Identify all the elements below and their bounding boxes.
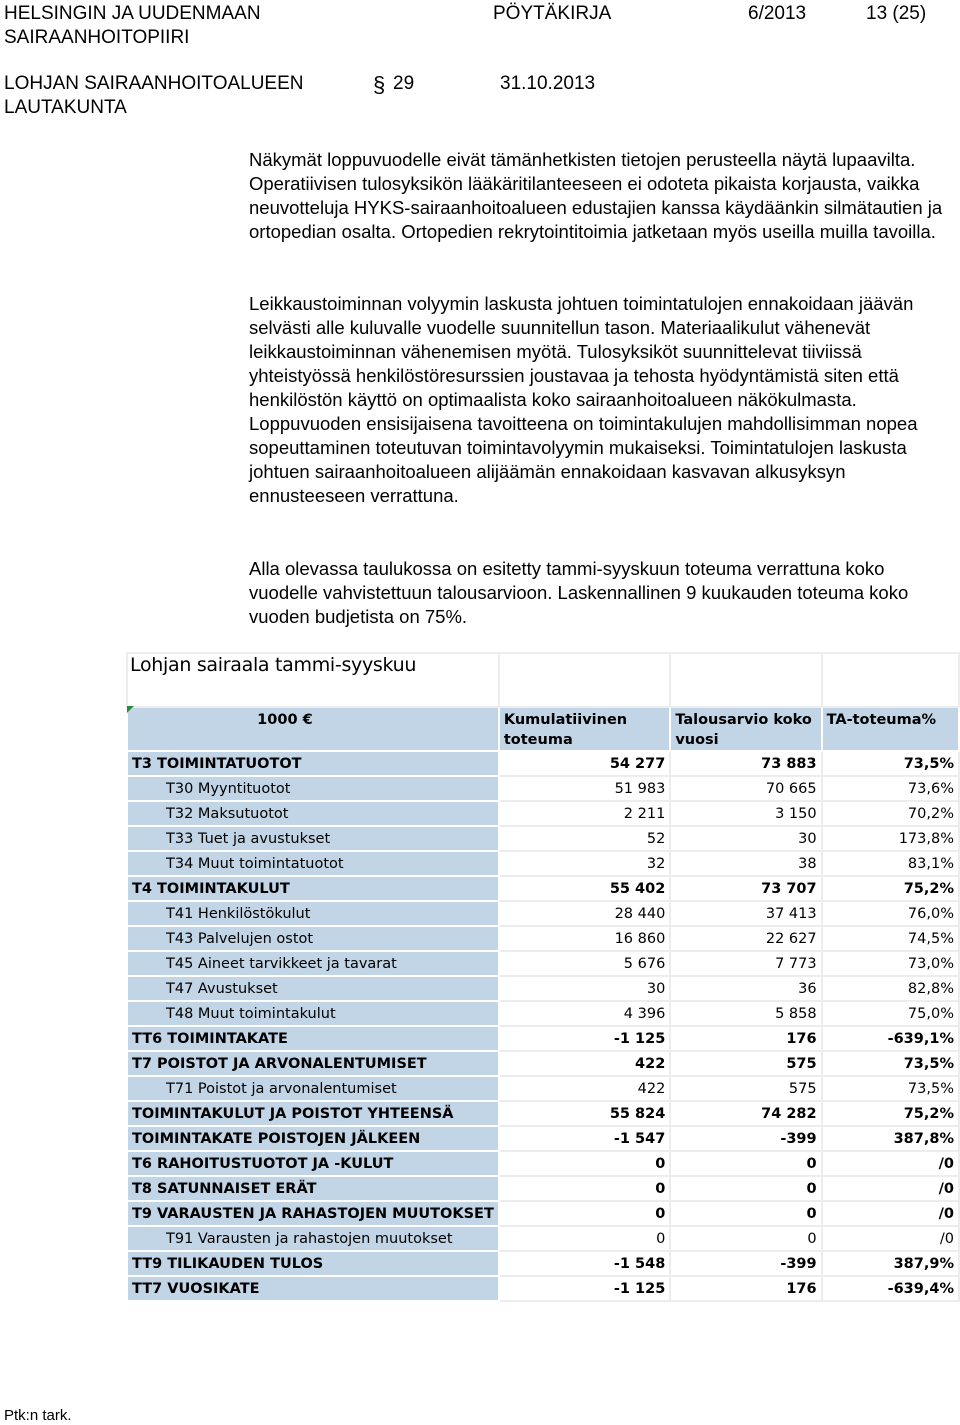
column-header-actual: Kumulatiivinen toteuma — [499, 707, 670, 751]
row-actual-value: 51 983 — [499, 776, 670, 801]
table-row — [127, 1176, 959, 1201]
meeting-date: 31.10.2013 — [500, 73, 596, 94]
paragraph-outlook: Näkymät loppuvuodelle eivät tämänhetkisten tietojen perusteella näytä lupaavilta. Operatiivisen tulosyksikön lääkäritilanteeseen ei odoteta pikaista korjausta, vaikka neuvotteluja HYKS-sairaanhoitoalueen edustajien kanssa käydäänkin silmätautien ja ortopedian osalta. Ortopedien rekrytointitoimia jatketaan myös useilla muilla tavoilla. — [249, 149, 943, 242]
row-label: T7 POISTOT JA ARVONALENTUMISET — [127, 1051, 499, 1076]
row-label: T3 TOIMINTATUOTOT — [127, 751, 499, 776]
table-row — [127, 901, 959, 926]
unit-header: 1000 € — [127, 707, 499, 751]
row-label: TT9 TILIKAUDEN TULOS — [127, 1251, 499, 1276]
table-row — [127, 1101, 959, 1126]
row-actual-value: 16 860 — [499, 926, 670, 951]
row-budget-value: 30 — [670, 826, 821, 851]
row-budget-value: 575 — [670, 1051, 821, 1076]
row-percent-value: /0 — [822, 1201, 959, 1226]
paragraph-surgery-volume: Leikkaustoiminnan volyymin laskusta johtuen toimintatulojen ennakoidaan jäävän selvästi alle kuluvalle vuodelle suunnitellun tason. Materiaalikulut vähenevät leikkaustoiminnan vähenemisen myötä. Tulosyksiköt suunnittelevat tiiviissä yhteistyössä henkilöstöresurssien joustavaa ja tehosta hyödyntämistä siten että henkilöstön käyttö on optimaalista koko sairaanhoitoalueen näkökulmasta. Loppuvuoden ensisijaisena tavoitteena on toimintakulujen mahdollisimman nopea sopeuttaminen toteutuvan toimintavolyymin mukaiseksi. Toimintatulojen laskusta johtuen sairaanhoitoalueen alijäämän ennakoidaan kasvavan alkusyksyn ennusteeseen verrattuna. — [249, 293, 918, 506]
row-percent-value: 73,5% — [822, 1051, 959, 1076]
section-number: 29 — [393, 73, 415, 94]
table-row — [127, 826, 959, 851]
row-label: TOIMINTAKATE POISTOJEN JÄLKEEN — [127, 1126, 499, 1151]
row-label: T43 Palvelujen ostot — [127, 926, 499, 951]
row-actual-value: 0 — [499, 1176, 670, 1201]
row-budget-value: 37 413 — [670, 901, 821, 926]
row-actual-value: 54 277 — [499, 751, 670, 776]
row-budget-value: 176 — [670, 1276, 821, 1301]
org-name-line1: HELSINGIN JA UUDENMAAN — [4, 3, 261, 24]
table-row — [127, 1051, 959, 1076]
row-label: T6 RAHOITUSTUOTOT JA -KULUT — [127, 1151, 499, 1176]
row-actual-value: -1 548 — [499, 1251, 670, 1276]
table-row — [127, 1151, 959, 1176]
row-actual-value: 422 — [499, 1076, 670, 1101]
column-header-budget: Talousarvio koko vuosi — [670, 707, 821, 751]
table-row — [127, 801, 959, 826]
row-percent-value: 73,5% — [822, 1076, 959, 1101]
row-percent-value: 75,2% — [822, 876, 959, 901]
row-actual-value: 28 440 — [499, 901, 670, 926]
row-actual-value: -1 125 — [499, 1276, 670, 1301]
row-budget-value: 38 — [670, 851, 821, 876]
row-budget-value: 5 858 — [670, 1001, 821, 1026]
row-actual-value: 30 — [499, 976, 670, 1001]
row-percent-value: 76,0% — [822, 901, 959, 926]
table-row — [127, 776, 959, 801]
footer-review-note: Ptk:n tark. — [4, 1407, 72, 1424]
table-row — [127, 926, 959, 951]
document-type: PÖYTÄKIRJA — [493, 3, 612, 24]
row-actual-value: 0 — [499, 1151, 670, 1176]
row-label: T30 Myyntituotot — [127, 776, 499, 801]
table-row — [127, 1026, 959, 1051]
table-row — [127, 851, 959, 876]
row-label: T91 Varausten ja rahastojen muutokset — [127, 1226, 499, 1251]
row-budget-value: 36 — [670, 976, 821, 1001]
row-actual-value: 0 — [499, 1226, 670, 1251]
row-percent-value: 73,6% — [822, 776, 959, 801]
document-number: 6/2013 — [748, 3, 807, 24]
row-actual-value: 422 — [499, 1051, 670, 1076]
row-percent-value: 83,1% — [822, 851, 959, 876]
row-percent-value: 387,9% — [822, 1251, 959, 1276]
row-budget-value: 575 — [670, 1076, 821, 1101]
row-percent-value: 75,2% — [822, 1101, 959, 1126]
row-percent-value: /0 — [822, 1226, 959, 1251]
row-label: T9 VARAUSTEN JA RAHASTOJEN MUUTOKSET — [127, 1201, 499, 1226]
row-actual-value: 5 676 — [499, 951, 670, 976]
row-actual-value: -1 547 — [499, 1126, 670, 1151]
row-budget-value: 74 282 — [670, 1101, 821, 1126]
table-row — [127, 1226, 959, 1251]
section-mark: § — [373, 72, 386, 97]
row-percent-value: 173,8% — [822, 826, 959, 851]
row-actual-value: 2 211 — [499, 801, 670, 826]
row-percent-value: -639,4% — [822, 1276, 959, 1301]
table-row — [127, 1251, 959, 1276]
row-actual-value: -1 125 — [499, 1026, 670, 1051]
board-name-line2: LAUTAKUNTA — [4, 97, 127, 118]
row-budget-value: 0 — [670, 1151, 821, 1176]
paragraph-table-intro: Alla olevassa taulukossa on esitetty tammi-syyskuun toteuma verrattuna koko vuodelle vahvistettuun talousarvioon. Laskennallinen 9 kuukauden toteuma koko vuoden budjetista on 75%. — [249, 558, 909, 627]
row-budget-value: 3 150 — [670, 801, 821, 826]
row-budget-value: 73 883 — [670, 751, 821, 776]
row-budget-value: -399 — [670, 1251, 821, 1276]
table-row — [127, 1076, 959, 1101]
row-label: T34 Muut toimintatuotot — [127, 851, 499, 876]
row-percent-value: 73,0% — [822, 951, 959, 976]
row-percent-value: -639,1% — [822, 1026, 959, 1051]
row-percent-value: 74,5% — [822, 926, 959, 951]
table-row — [127, 976, 959, 1001]
row-label: TT7 VUOSIKATE — [127, 1276, 499, 1301]
row-label: T32 Maksutuotot — [127, 801, 499, 826]
row-label: T33 Tuet ja avustukset — [127, 826, 499, 851]
financial-table — [126, 652, 960, 1302]
table-row — [127, 751, 959, 776]
row-label: T47 Avustukset — [127, 976, 499, 1001]
table-title-cell — [127, 653, 499, 707]
row-label: TOIMINTAKULUT JA POISTOT YHTEENSÄ — [127, 1101, 499, 1126]
table-row — [127, 1001, 959, 1026]
row-budget-value: 22 627 — [670, 926, 821, 951]
row-percent-value: 70,2% — [822, 801, 959, 826]
cell-comment-marker — [127, 706, 134, 713]
table-row — [127, 876, 959, 901]
row-percent-value: /0 — [822, 1151, 959, 1176]
table-row — [127, 1201, 959, 1226]
row-label: T8 SATUNNAISET ERÄT — [127, 1176, 499, 1201]
row-percent-value: /0 — [822, 1176, 959, 1201]
table-row — [127, 1276, 959, 1301]
table-row — [127, 1126, 959, 1151]
row-percent-value: 75,0% — [822, 1001, 959, 1026]
row-label: T4 TOIMINTAKULUT — [127, 876, 499, 901]
table-title: Lohjan sairaala tammi-syyskuu — [130, 654, 417, 676]
row-label: T71 Poistot ja arvonalentumiset — [127, 1076, 499, 1101]
row-actual-value: 55 824 — [499, 1101, 670, 1126]
table-row — [127, 951, 959, 976]
row-budget-value: 176 — [670, 1026, 821, 1051]
row-budget-value: 73 707 — [670, 876, 821, 901]
row-budget-value: 0 — [670, 1176, 821, 1201]
row-actual-value: 55 402 — [499, 876, 670, 901]
row-budget-value: 7 773 — [670, 951, 821, 976]
board-name-line1: LOHJAN SAIRAANHOITOALUEEN — [4, 73, 304, 94]
row-label: T48 Muut toimintakulut — [127, 1001, 499, 1026]
row-actual-value: 52 — [499, 826, 670, 851]
row-label: T45 Aineet tarvikkeet ja tavarat — [127, 951, 499, 976]
row-budget-value: -399 — [670, 1126, 821, 1151]
row-budget-value: 0 — [670, 1201, 821, 1226]
row-budget-value: 0 — [670, 1226, 821, 1251]
row-percent-value: 73,5% — [822, 751, 959, 776]
row-budget-value: 70 665 — [670, 776, 821, 801]
row-label: TT6 TOIMINTAKATE — [127, 1026, 499, 1051]
row-label: T41 Henkilöstökulut — [127, 901, 499, 926]
row-percent-value: 82,8% — [822, 976, 959, 1001]
row-actual-value: 32 — [499, 851, 670, 876]
row-actual-value: 0 — [499, 1201, 670, 1226]
page-number: 13 (25) — [866, 3, 927, 24]
column-header-percent: TA-toteuma% — [822, 707, 959, 751]
row-percent-value: 387,8% — [822, 1126, 959, 1151]
org-name-line2: SAIRAANHOITOPIIRI — [4, 27, 190, 48]
row-actual-value: 4 396 — [499, 1001, 670, 1026]
